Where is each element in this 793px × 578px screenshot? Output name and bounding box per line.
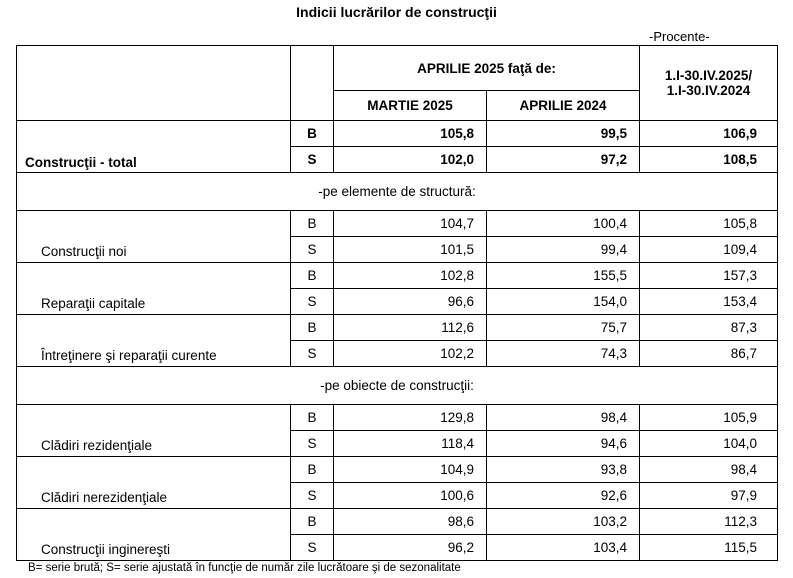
header-cumulative-line1: 1.I-30.IV.2025/ — [664, 68, 753, 83]
value-cell: 129,8 — [334, 405, 487, 431]
row-label: Întreţinere şi reparaţii curente — [17, 315, 291, 367]
value-cell: 94,6 — [487, 431, 640, 457]
value-cell: 74,3 — [487, 341, 640, 367]
series-code: B — [291, 509, 334, 535]
table-row — [17, 263, 778, 289]
series-code: B — [291, 405, 334, 431]
value-cell: 98,4 — [487, 405, 640, 431]
header-group: APRILIE 2025 faţă de: — [334, 46, 640, 91]
value-cell: 108,5 — [640, 147, 778, 173]
value-cell: 112,3 — [640, 509, 778, 535]
series-code: S — [291, 431, 334, 457]
header-col-aprilie: APRILIE 2024 — [487, 91, 640, 121]
series-code: S — [291, 535, 334, 561]
value-cell: 97,2 — [487, 147, 640, 173]
series-code: B — [291, 457, 334, 483]
section-row — [17, 173, 778, 211]
value-cell: 97,9 — [640, 483, 778, 509]
value-cell: 92,6 — [487, 483, 640, 509]
value-cell: 87,3 — [640, 315, 778, 341]
section-title: -pe elemente de structură: — [17, 173, 778, 211]
row-label: Construcţii inginereşti — [17, 509, 291, 561]
value-cell: 155,5 — [487, 263, 640, 289]
section-row — [17, 367, 778, 405]
value-cell: 98,6 — [334, 509, 487, 535]
table-row — [17, 315, 778, 341]
row-label: Construcţii noi — [17, 211, 291, 263]
value-cell: 96,6 — [334, 289, 487, 315]
row-label: Clădiri nerezidenţiale — [17, 457, 291, 509]
value-cell: 109,4 — [640, 237, 778, 263]
series-code: B — [291, 211, 334, 237]
series-code: S — [291, 147, 334, 173]
value-cell: 112,6 — [334, 315, 487, 341]
value-cell: 98,4 — [640, 457, 778, 483]
page-title: Indicii lucrărilor de construcţii — [296, 4, 497, 20]
header-empty-label — [17, 46, 291, 121]
value-cell: 104,0 — [640, 431, 778, 457]
value-cell: 102,0 — [334, 147, 487, 173]
value-cell: 105,9 — [640, 405, 778, 431]
value-cell: 102,2 — [334, 341, 487, 367]
value-cell: 100,4 — [487, 211, 640, 237]
table-row — [17, 121, 778, 147]
row-label: Clădiri rezidenţiale — [17, 405, 291, 457]
series-code: B — [291, 263, 334, 289]
value-cell: 104,7 — [334, 211, 487, 237]
table-row — [17, 211, 778, 237]
value-cell: 101,5 — [334, 237, 487, 263]
value-cell: 153,4 — [640, 289, 778, 315]
value-cell: 100,6 — [334, 483, 487, 509]
value-cell: 96,2 — [334, 535, 487, 561]
value-cell: 154,0 — [487, 289, 640, 315]
value-cell: 103,2 — [487, 509, 640, 535]
value-cell: 106,9 — [640, 121, 778, 147]
series-code: S — [291, 289, 334, 315]
header-cumulative-line2: 1.I-30.IV.2024 — [666, 83, 751, 98]
series-code: S — [291, 483, 334, 509]
series-code: B — [291, 315, 334, 341]
indices-table — [16, 45, 778, 561]
value-cell: 105,8 — [640, 211, 778, 237]
row-label: Construcţii - total — [17, 121, 291, 173]
value-cell: 99,4 — [487, 237, 640, 263]
header-col-martie: MARTIE 2025 — [334, 91, 487, 121]
header-empty-series — [291, 46, 334, 121]
value-cell: 104,9 — [334, 457, 487, 483]
value-cell: 102,8 — [334, 263, 487, 289]
value-cell: 99,5 — [487, 121, 640, 147]
value-cell: 115,5 — [640, 535, 778, 561]
value-cell: 93,8 — [487, 457, 640, 483]
value-cell: 86,7 — [640, 341, 778, 367]
value-cell: 75,7 — [487, 315, 640, 341]
value-cell: 105,8 — [334, 121, 487, 147]
table-row — [17, 509, 778, 535]
series-code: B — [291, 121, 334, 147]
header-cumulative — [640, 46, 778, 121]
value-cell: 118,4 — [334, 431, 487, 457]
footnote: B= serie brută; S= serie ajustată în funcţie de număr zile lucrătoare şi de sezonalitate — [28, 562, 461, 574]
unit-label: -Procente- — [649, 29, 710, 44]
row-label: Reparaţii capitale — [17, 263, 291, 315]
table-row — [17, 457, 778, 483]
table-row — [17, 405, 778, 431]
series-code: S — [291, 237, 334, 263]
series-code: S — [291, 341, 334, 367]
section-title: -pe obiecte de construcţii: — [17, 367, 778, 405]
value-cell: 103,4 — [487, 535, 640, 561]
value-cell: 157,3 — [640, 263, 778, 289]
